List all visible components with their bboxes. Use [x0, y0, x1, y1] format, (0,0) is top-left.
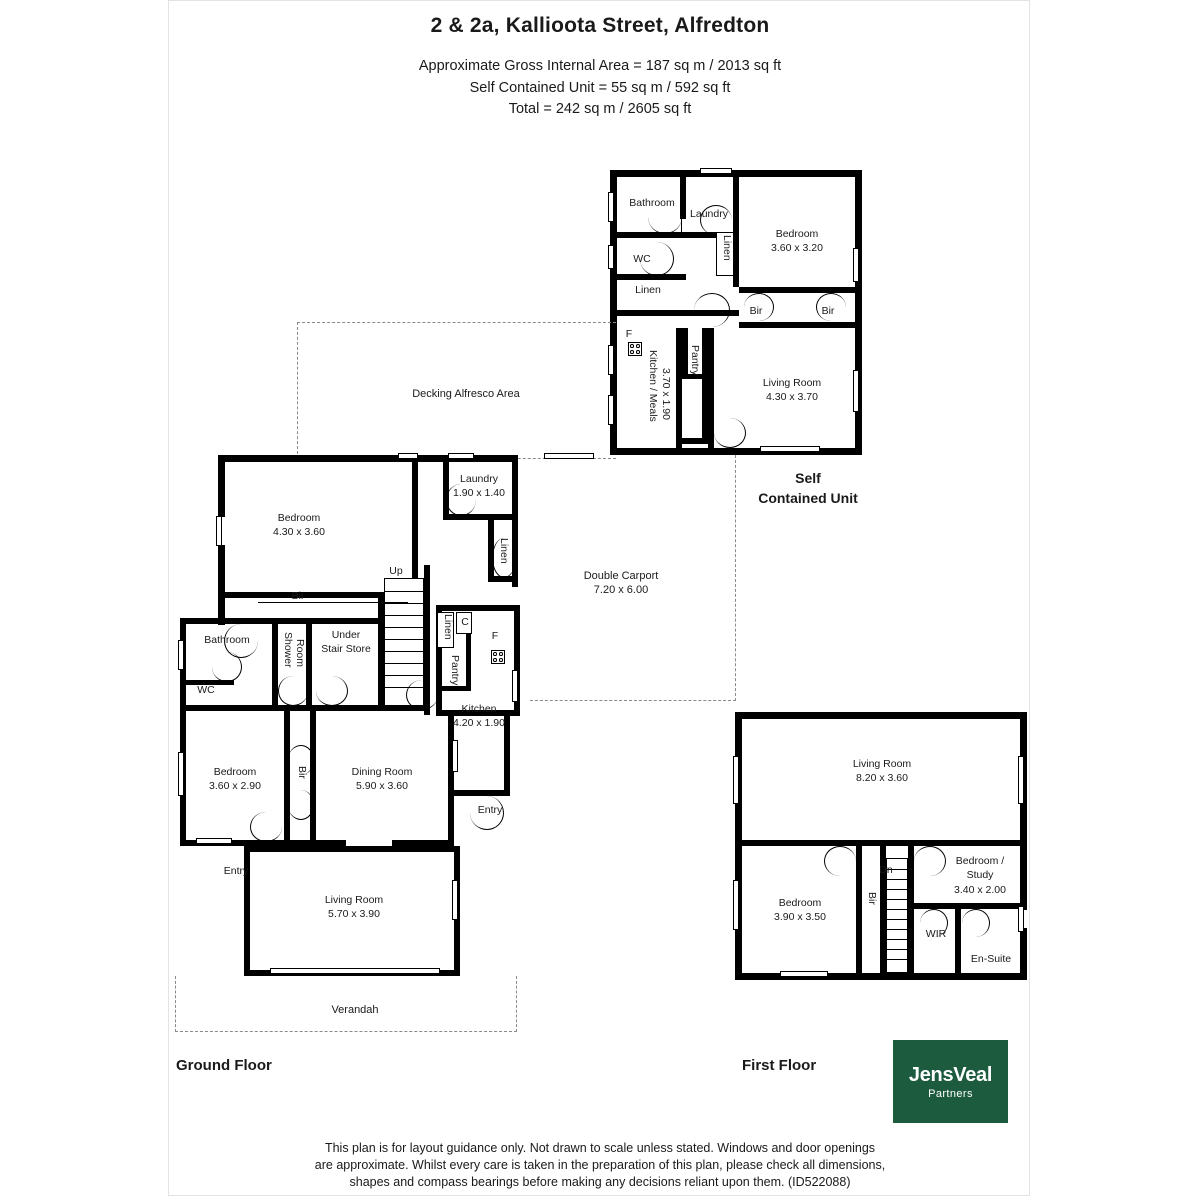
gf-wall-bath-top	[180, 618, 228, 624]
gf-window-kitchen-right	[512, 670, 518, 702]
gf-label-kitchen-dims: 4.20 x 1.90	[453, 717, 505, 729]
gf-wall-living-top	[244, 846, 460, 852]
ff-wall-bed-right	[856, 846, 862, 973]
gf-label-dining: Dining Room	[351, 766, 413, 778]
gf-bir1-hatch	[258, 602, 408, 603]
ff-wall-top	[735, 712, 1027, 719]
gf-window-top-1	[398, 453, 418, 459]
decking-label: Decking Alfresco Area	[412, 388, 520, 400]
gf-door-bed2	[288, 790, 314, 820]
gf-window-top-2	[448, 453, 474, 459]
unit-wall-bath-bottom	[617, 232, 686, 238]
ff-label-dn: Dn	[879, 864, 893, 876]
gf-label-fridge: F	[491, 630, 499, 642]
gf-door-wc	[212, 652, 242, 682]
gf-label-up: Up	[389, 565, 403, 577]
gf-window-bed1-left	[216, 516, 222, 546]
gf-wall-kitchen-top	[436, 605, 520, 611]
gf-label-kitchen: Kitchen	[461, 703, 497, 715]
gf-label-bedroom1-dims: 4.30 x 3.60	[273, 526, 325, 538]
gf-label-shower-room-2: Room	[294, 639, 306, 668]
gf-wall-laundry-bottom	[443, 514, 518, 520]
disclaimer-line-2: are approximate. Whilst every care is taken in the preparation of this plan, please check all dimensions,	[314, 1158, 886, 1172]
ff-window-study-right	[1018, 906, 1024, 932]
unit-label-wc: WC	[633, 253, 651, 265]
ff-wall-stair-right	[908, 846, 914, 973]
gf-label-linen2: Linen	[442, 614, 454, 640]
ff-window-living-left	[733, 756, 739, 804]
unit-window-top	[700, 168, 732, 174]
gf-window-dining-right	[452, 740, 458, 772]
gf-label-laundry: Laundry	[460, 473, 498, 485]
gf-wall-bed1-right	[412, 462, 418, 592]
ff-wall-left	[735, 712, 742, 980]
unit-door-living	[714, 418, 746, 448]
unit-wall-right	[855, 170, 862, 455]
unit-label-bedroom-dims: 3.60 x 3.20	[771, 242, 823, 254]
agency-logo	[893, 1040, 1008, 1123]
area-line-gross: Approximate Gross Internal Area = 187 sq m / 2013 sq ft	[418, 58, 782, 74]
gf-door-shower	[278, 676, 308, 706]
gf-label-wc: WC	[197, 684, 215, 696]
gf-wall-pantry-bottom	[442, 686, 471, 691]
gf-label-cupboard: C	[461, 616, 469, 628]
gf-label-living-dims: 5.70 x 3.90	[328, 908, 380, 920]
unit-wall-bir-bottom	[739, 322, 855, 328]
ff-label-study-2: Study	[966, 869, 994, 881]
gf-wall-bed2-right	[284, 711, 290, 845]
gf-window-top-3	[544, 453, 594, 459]
area-line-unit: Self Contained Unit = 55 sq m / 592 sq ft	[469, 80, 731, 96]
first-floor-title: First Floor	[742, 1057, 817, 1074]
carport-label: Double Carport	[583, 570, 659, 582]
gf-label-pantry: Pantry	[449, 655, 461, 686]
unit-hob-icon	[628, 342, 642, 356]
ff-label-bir: Bir	[866, 892, 878, 905]
gf-label-bedroom1: Bedroom	[277, 512, 321, 524]
gf-label-dining-dims: 5.90 x 3.60	[356, 780, 408, 792]
unit-label-kitchen-meals-dims: 3.70 x 1.90	[660, 368, 672, 420]
gf-label-laundry-dims: 1.90 x 1.40	[453, 487, 505, 499]
ff-window-bed-left	[733, 880, 739, 930]
disclaimer-line-1: This plan is for layout guidance only. Not drawn to scale unless stated. Windows and door openings	[324, 1141, 876, 1155]
gf-door-kitchen	[406, 680, 438, 710]
gf-wall-mid-row	[180, 705, 430, 711]
logo-line-2: Partners	[928, 1087, 973, 1100]
gf-label-understair-2: Stair Store	[321, 643, 371, 655]
gf-wall-left-mid	[218, 545, 225, 625]
gf-label-bir1: Bir	[291, 590, 305, 602]
unit-window-wc	[608, 245, 614, 269]
carport-dims: 7.20 x 6.00	[593, 584, 649, 596]
unit-label-fridge: F	[625, 328, 633, 340]
gf-wall-bir2-right	[310, 711, 316, 845]
unit-label-laundry: Laundry	[690, 208, 728, 220]
gf-window-living-right	[452, 880, 458, 920]
unit-wall-top	[610, 170, 862, 177]
gf-label-living: Living Room	[324, 894, 384, 906]
ff-window-living-right	[1018, 756, 1024, 804]
unit-title-line2: Contained Unit	[758, 490, 858, 506]
unit-window-bath	[608, 192, 614, 222]
gf-window-living-bottom	[270, 968, 440, 974]
logo-line-1: JensVeal	[908, 1063, 993, 1086]
gf-label-shower-room-1: Shower	[282, 632, 294, 668]
ground-floor-title: Ground Floor	[176, 1057, 272, 1074]
page-title: 2 & 2a, Kallioota Street, Alfredton	[430, 14, 770, 37]
gf-label-linen-gf: Linen	[498, 538, 510, 564]
unit-label-linen-vertical: Linen	[721, 235, 733, 261]
ff-label-living: Living Room	[852, 758, 912, 770]
unit-label-bir-left: Bir	[749, 305, 763, 317]
gf-hob-icon	[491, 650, 505, 664]
gf-wall-pantry-right	[466, 630, 471, 690]
ff-door-bedroom	[824, 846, 856, 876]
ff-label-bedroom: Bedroom	[778, 897, 822, 909]
gf-label-understair-1: Under	[331, 629, 361, 641]
disclaimer-line-3: shapes and compass bearings before making any decisions reliant upon them. (ID522088)	[349, 1175, 851, 1189]
gf-label-entry-right: Entry	[477, 804, 503, 816]
gf-label-entry-left: Entry	[223, 865, 249, 877]
unit-wall-bottom	[610, 448, 862, 455]
unit-label-linen: Linen	[635, 284, 661, 296]
unit-door-hall	[694, 293, 730, 327]
gf-window-entry-bottom	[196, 838, 232, 844]
gf-wall-entry-right-top	[454, 790, 510, 796]
ff-wall-study-bottom	[908, 903, 1027, 909]
gf-window-bed2-left	[178, 752, 184, 796]
ff-label-study-dims: 3.40 x 2.00	[954, 884, 1006, 896]
unit-label-bathroom: Bathroom	[629, 197, 675, 209]
ff-wall-bottom	[735, 973, 1027, 980]
ff-label-study-1: Bedroom /	[955, 855, 1005, 867]
unit-label-kitchen-meals: Kitchen / Meals	[647, 350, 659, 422]
ff-label-wir: WIR	[925, 928, 947, 940]
ff-label-bedroom-dims: 3.90 x 3.50	[774, 911, 826, 923]
area-line-total: Total = 242 sq m / 2605 sq ft	[508, 101, 692, 117]
ff-label-living-dims: 8.20 x 3.60	[856, 772, 908, 784]
ff-label-ensuite: En-Suite	[970, 953, 1012, 965]
verandah-label: Verandah	[331, 1004, 379, 1016]
gf-door-understair	[316, 676, 348, 706]
unit-title-line1: Self	[795, 470, 821, 486]
gf-door-entry-left	[250, 812, 282, 842]
unit-label-living-dims: 4.30 x 3.70	[766, 391, 818, 403]
gf-label-bedroom2-dims: 3.60 x 2.90	[209, 780, 261, 792]
unit-wall-hall-bottom	[682, 438, 708, 444]
unit-window-living-bottom	[760, 446, 820, 452]
unit-label-living: Living Room	[762, 377, 822, 389]
gf-window-bath-left	[178, 640, 184, 670]
ff-door-ensuite	[962, 909, 990, 937]
unit-window-bedroom-right	[853, 248, 859, 282]
gf-label-bedroom2: Bedroom	[213, 766, 257, 778]
gf-wall-shower-left	[272, 618, 278, 710]
unit-label-bir-right: Bir	[821, 305, 835, 317]
gf-label-bir2: Bir	[296, 766, 308, 779]
unit-label-bedroom: Bedroom	[775, 228, 819, 240]
gf-wall-dining-right	[448, 711, 454, 841]
gf-label-bathroom: Bathroom	[204, 634, 250, 646]
unit-wall-living-left	[708, 328, 714, 448]
unit-label-pantry: Pantry	[689, 345, 701, 376]
gf-wall-left-top	[218, 455, 225, 517]
ff-window-bottom	[780, 971, 828, 977]
